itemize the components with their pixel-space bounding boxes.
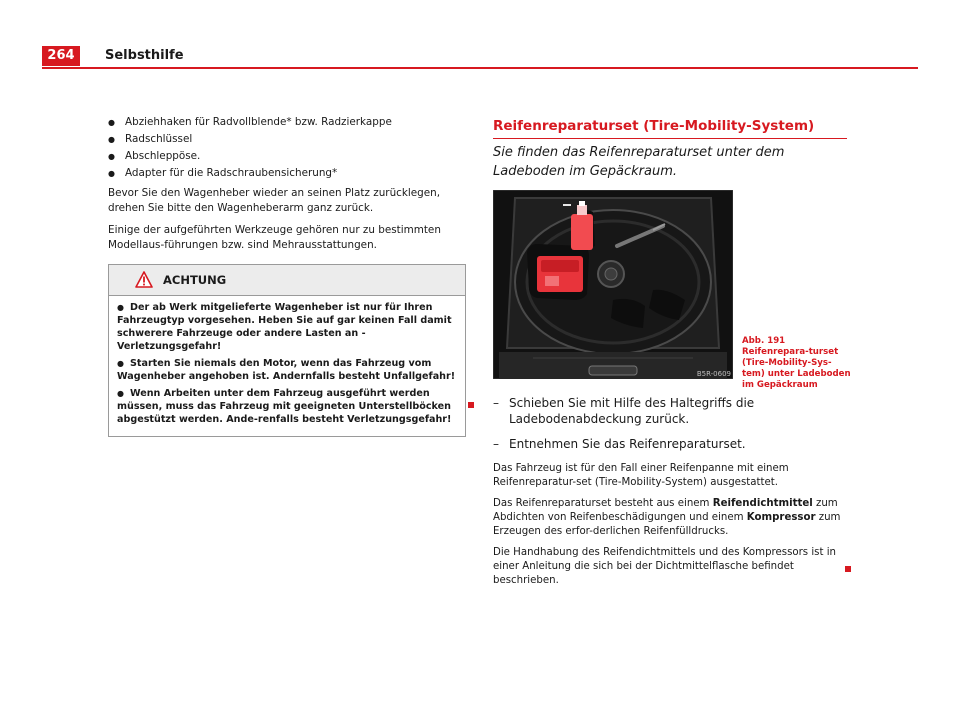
paragraph-kit-contents: Das Reifenreparaturset besteht aus einem Reifendichtmittel zum Abdichten von Reifenbeschädigungen und einem Kompressor zum Erzeugen des erfor-derlichen Reifenfülldrucks. bbox=[493, 498, 841, 537]
warning-triangle-icon bbox=[135, 271, 153, 288]
step-dash: – bbox=[493, 396, 499, 410]
step-dash: – bbox=[493, 437, 499, 451]
warning-title: ACHTUNG bbox=[163, 273, 227, 287]
list-item: ● Abziehhaken für Radvollblende* bzw. Radzierkappe bbox=[108, 115, 464, 130]
warning-header bbox=[109, 265, 465, 296]
warning-box bbox=[108, 264, 466, 437]
right-body-text bbox=[493, 462, 849, 595]
figure-caption: Abb. 191 Reifenrepara-turset (Tire-Mobility-Sys-tem) unter Ladeboden im Gepäckraum bbox=[742, 336, 851, 390]
tool-list bbox=[108, 115, 464, 181]
left-column bbox=[108, 115, 464, 260]
bullet-icon: ● bbox=[117, 303, 124, 312]
paragraph-equipment: Das Fahrzeug ist für den Fall einer Reifenpanne mit einem Reifenreparatur-set (Tire-Mobility-System) ausgestattet. bbox=[493, 463, 789, 488]
header-rule bbox=[42, 67, 918, 69]
section-title: Selbsthilfe bbox=[105, 48, 184, 63]
warning-item: ● Wenn Arbeiten unter dem Fahrzeug ausgeführt werden müssen, muss das Fahrzeug mit geeigneten Unterstellböcken abgestützt werden. Ande-renfalls besteht Verletzungsgefahr! bbox=[117, 388, 452, 425]
instruction-steps bbox=[493, 395, 849, 461]
bullet-icon: ● bbox=[117, 359, 124, 368]
warning-item: ● Starten Sie niemals den Motor, wenn das Fahrzeug vom Wagenheber angehoben ist. Andernfalls besteht Unfallgefahr! bbox=[117, 358, 456, 382]
section-end-marker bbox=[468, 402, 474, 408]
paragraph-tools-note: Einige der aufgeführten Werkzeuge gehören nur zu bestimmten Modellaus-führungen bzw. sind Mehrausstattungen. bbox=[108, 224, 441, 251]
subsection-title: Reifenreparaturset (Tire-Mobility-System) bbox=[493, 118, 847, 139]
list-item: ● Adapter für die Radschraubensicherung* bbox=[108, 166, 464, 181]
paragraph-handling: Die Handhabung des Reifendichtmittels und des Kompressors ist in einer Anleitung die sich bei der Dichtmittelflasche befindet beschrieben. bbox=[493, 547, 837, 586]
bullet-icon: ● bbox=[117, 389, 124, 398]
list-item: ● Radschlüssel bbox=[108, 132, 464, 147]
list-item: – Schieben Sie mit Hilfe des Haltegriffs die Ladebodenabdeckung zurück. bbox=[493, 396, 755, 426]
figure-code: B5R-0609 bbox=[696, 370, 731, 378]
list-item: – Entnehmen Sie das Reifenreparaturset. bbox=[493, 437, 746, 451]
lead-text: Sie finden das Reifenreparaturset unter dem Ladeboden im Gepäckraum. bbox=[493, 145, 785, 179]
list-item: ● Abschleppöse. bbox=[108, 149, 464, 164]
warning-item: ● Der ab Werk mitgelieferte Wagenheber ist nur für Ihren Fahrzeugtyp vorgesehen. Heben Sie auf gar keinen Fall damit schwerere Fahrzeuge oder andere Lasten an - Verletzungsgefahr! bbox=[117, 302, 452, 352]
section-end-marker bbox=[845, 566, 851, 572]
page-number: 264 bbox=[42, 46, 80, 66]
trunk-repair-kit-figure bbox=[493, 190, 733, 379]
paragraph-jack-return: Bevor Sie den Wagenheber wieder an seinen Platz zurücklegen, drehen Sie bitte den Wagenheberarm ganz zurück. bbox=[108, 187, 441, 214]
warning-body bbox=[109, 296, 465, 436]
